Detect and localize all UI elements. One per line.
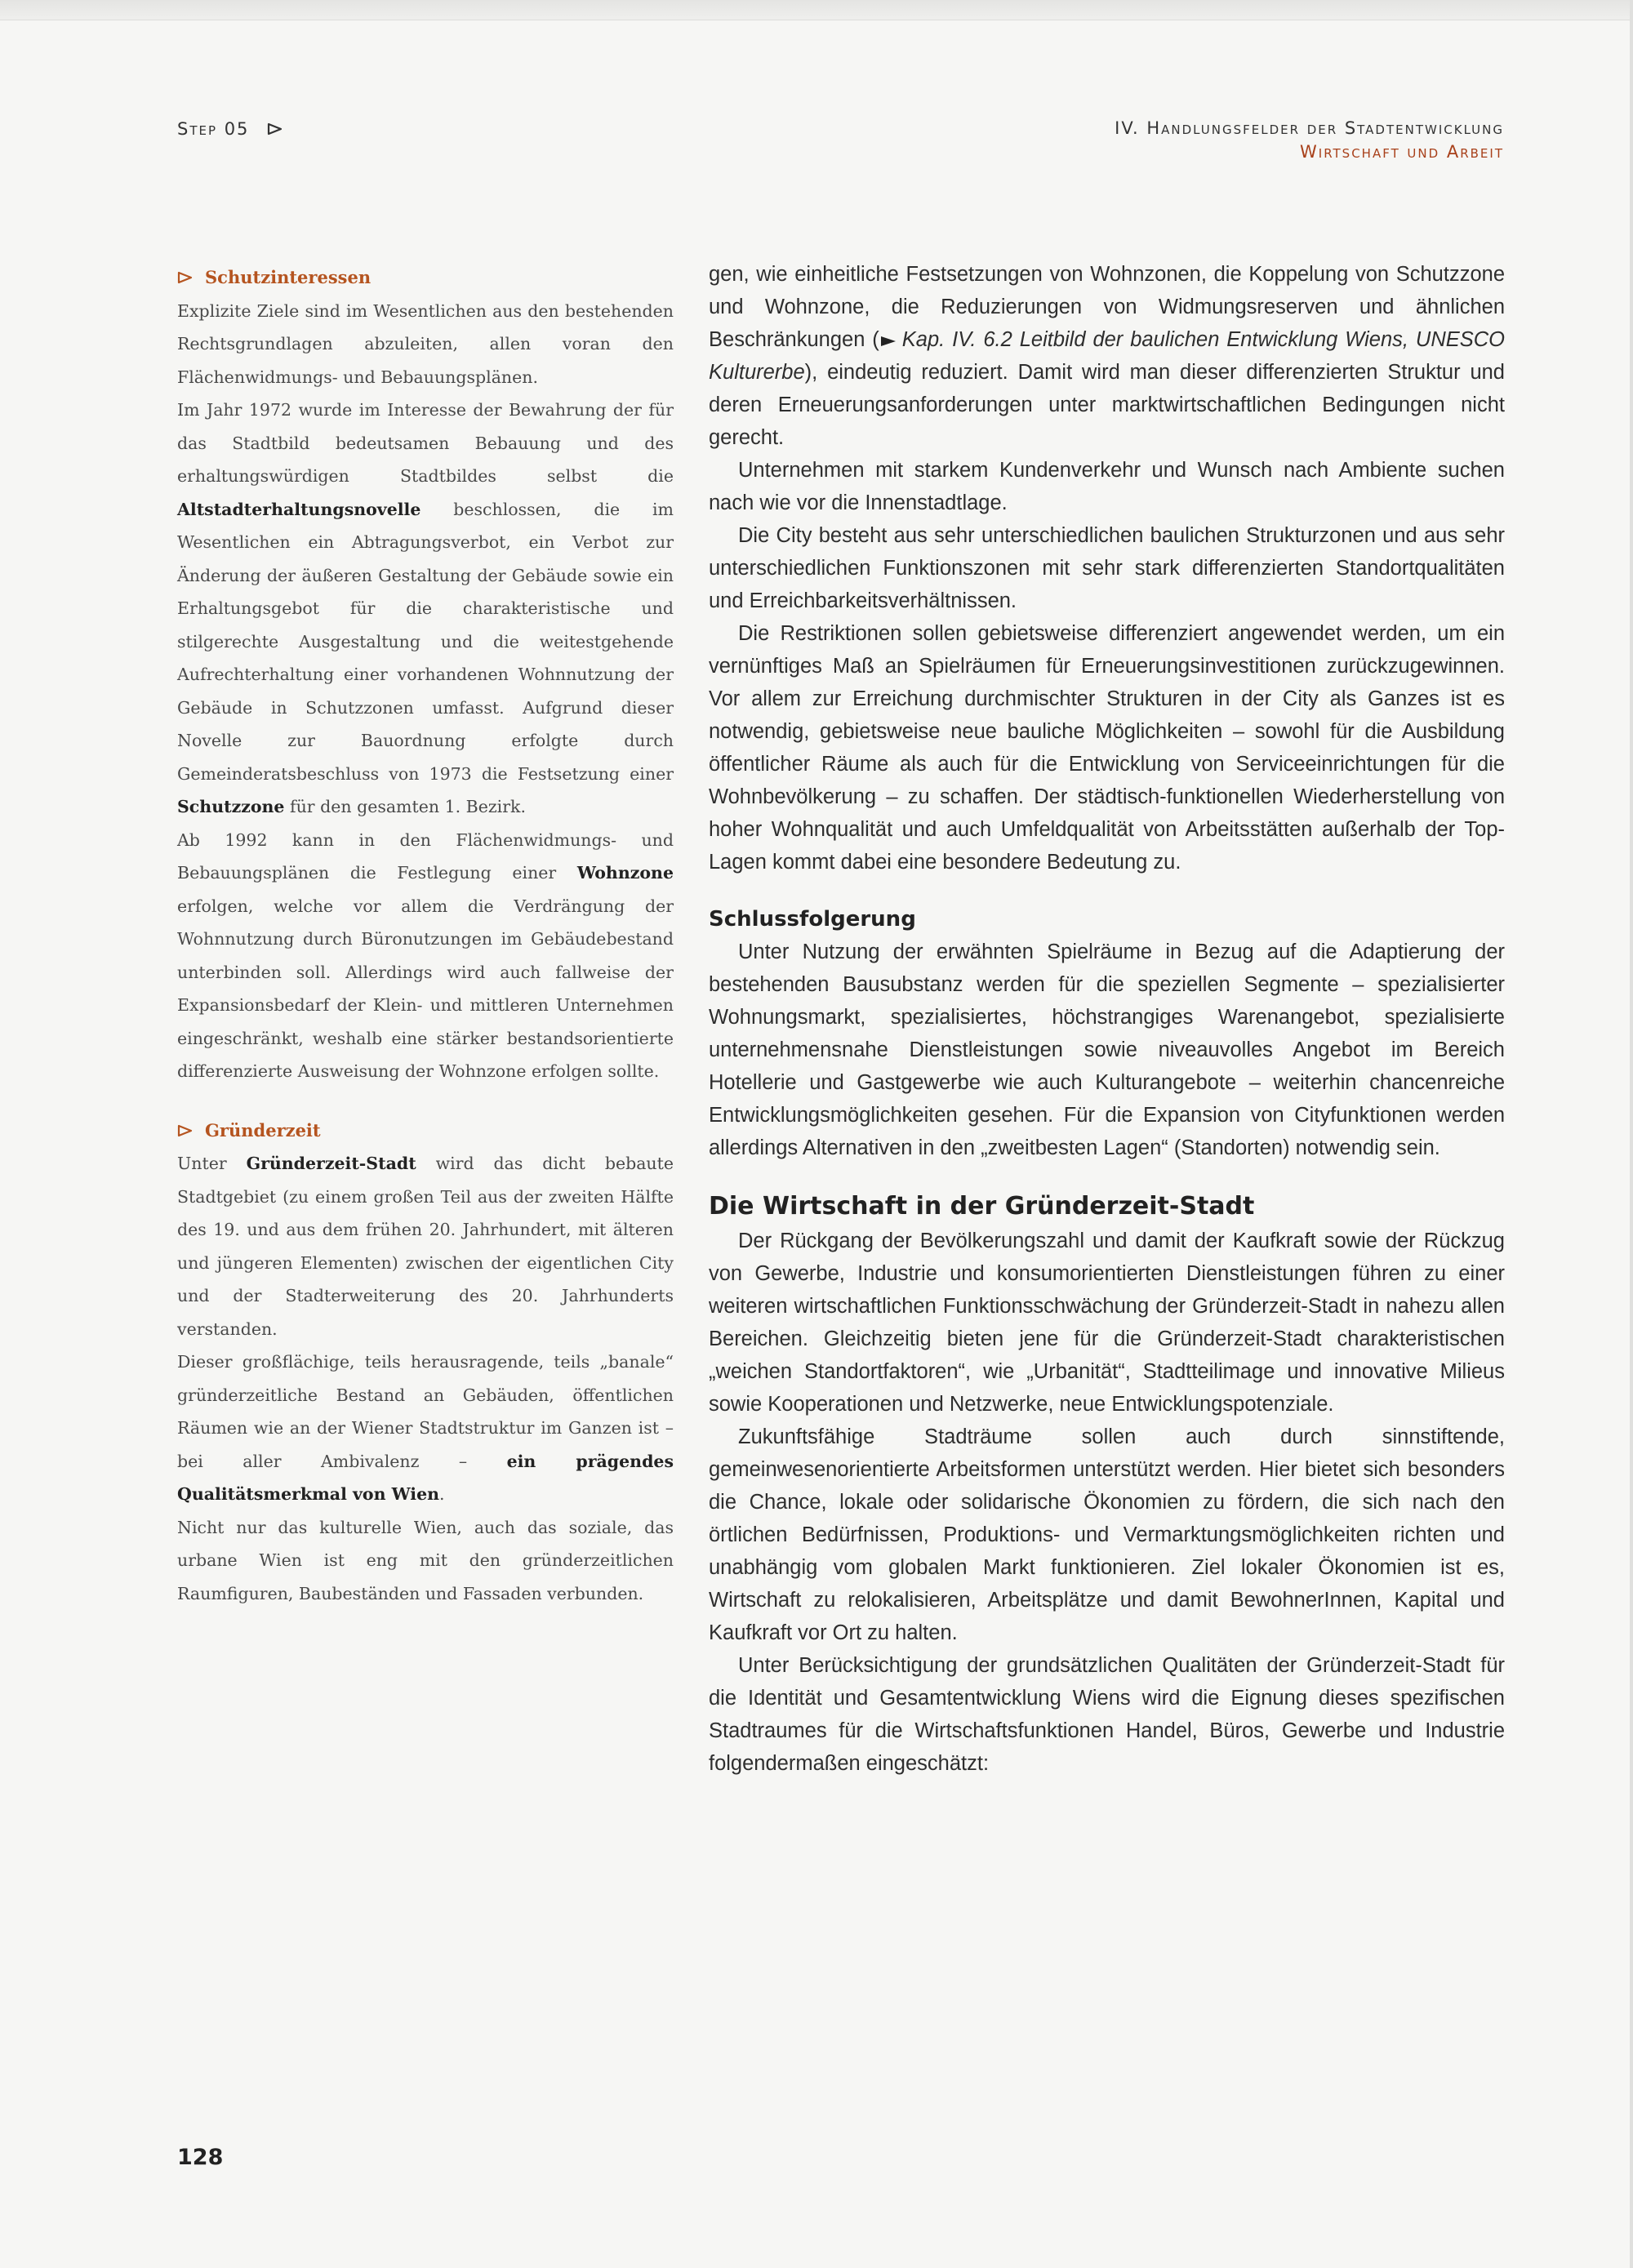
- section-heading-text: Schutzinteressen: [205, 267, 372, 287]
- orange-triangle-arrow-icon: [177, 1124, 194, 1137]
- section-heading: [177, 261, 674, 295]
- cross-reference[interactable]: Kap. IV. 6.2 Leitbild der baulichen Entwicklung Wiens, UNESCO Kulturerbe: [709, 328, 1505, 384]
- paragraph: Unter Gründerzeit-Stadt wird das dicht bebaute Stadtgebiet (zu einem großen Teil aus der zweiten Hälfte des 19. und aus dem frühen 20. Jahrhundert, mit älteren und jüngeren Elementen) zwischen der eigentlichen City und der Stadterweiterung des 20. Jahrhunderts verstanden.: [177, 1154, 674, 1339]
- chapter-title: IV. Handlungsfelder der Stadtentwicklung: [1115, 118, 1504, 138]
- paragraph: Der Rückgang der Bevölkerungszahl und damit der Kaufkraft sowie der Rückzug von Gewerbe, Industrie und konsumorientierten Dienstleistungen führen zu einer weiteren wirtschaftlichen Funktionsschwächung der Gründerzeit-Stadt in nahezu allen Bereichen. Gleichzeitig bieten jene für die Gründerzeit-Stadt charakteristischen „weichen Standortfaktoren“, wie „Urbanität“, Stadtteilimage und innovative Milieus sowie Kooperationen und Netzwerke, neue Entwicklungspotenziale.: [709, 1230, 1505, 1416]
- heading-wirtschaft-gruenderzeit: Die Wirtschaft in der Gründerzeit-Stadt: [709, 1192, 1255, 1221]
- left-column: [177, 261, 674, 1636]
- scan-right-edge: [1630, 0, 1633, 2268]
- paragraph: Unternehmen mit starkem Kundenverkehr und Wunsch nach Ambiente suchen nach wie vor die Innenstadtlage.: [709, 459, 1505, 514]
- bold-term: Altstadterhaltungsnovelle: [177, 499, 421, 519]
- bold-term: ein prägendes Qualitätsmerkmal von Wien: [177, 1451, 674, 1504]
- right-column: [709, 258, 1505, 1780]
- bold-term: Gründerzeit-Stadt: [246, 1154, 416, 1173]
- paragraph: Zukunftsfähige Stadträume sollen auch durch sinnstiftende, gemeinwesenorientierte Arbeitsformen unterstützt werden. Hier bietet sich besonders die Chance, lokale oder solidarische Ökonomien zu fördern, die sich nach den örtlichen Bedürfnissen, Produktions- und Vermarktungsmöglichkeiten richten und unabhängig vom globalen Markt funktionieren. Ziel lokaler Ökonomien ist es, Wirtschaft zu relokalisieren, Arbeitsplätze und damit BewohnerInnen, Kapital und Kaufkraft vor Ort zu halten.: [709, 1425, 1505, 1644]
- subheading-schlussfolgerung: Schlussfolgerung: [709, 907, 916, 932]
- bold-term: Schutzzone: [177, 797, 285, 816]
- bold-term: Wohnzone: [576, 863, 674, 883]
- section-schutzinteressen: [177, 261, 674, 1088]
- paragraph: Unter Nutzung der erwähnten Spielräume in Bezug auf die Adaptierung der bestehenden Bausubstanz werden für die speziellen Segmente – spezialisierter Wohnungsmarkt, spezialisiertes, höchstrangiges Warenangebot, spezialisierte unternehmensnahe Dienstleistungen sowie niveauvolles Angebot im Bereich Hotellerie und Gastgewerbe wie auch Kulturangebote – weiterhin chancenreiche Entwicklungsmöglichkeiten gesehen. Für die Expansion von Cityfunktionen werden allerdings Alternativen in den „zweitbesten Lagen“ (Standorten) notwendig sein.: [709, 941, 1505, 1159]
- paragraph: Nicht nur das kulturelle Wien, auch das soziale, das urbane Wien ist eng mit den gründerzeitlichen Raumfiguren, Baubeständen und Fassaden verbunden.: [177, 1517, 674, 1603]
- paragraph: Die City besteht aus sehr unterschiedlichen baulichen Strukturzonen und aus sehr unterschiedlichen Funktionszonen mit sehr stark differenzierten Standortqualitäten und Erreichbarkeitsverhältnissen.: [709, 524, 1505, 612]
- paragraph: Ab 1992 kann in den Flächenwidmungs- und Bebauungsplänen die Festlegung einer Wohnzone erfolgen, welche vor allem die Verdrängung der Wohnnutzung durch Büronutzungen im Gebäudebestand unterbinden soll. Allerdings wird auch fallweise der Expansionsbedarf der Klein- und mittleren Unternehmen eingeschränkt, weshalb eine stärker bestandsorientierte differenzierte Ausweisung der Wohnzone erfolgen sollte.: [177, 829, 674, 1081]
- paragraph: Dieser großflächige, teils herausragende, teils „banale“ gründerzeitliche Bestand an Gebäuden, öffentlichen Räumen wie an der Wiener Stadtstruktur im Ganzen ist – bei aller Ambivalenz – ein prägendes Qualitätsmerkmal von Wien.: [177, 1352, 674, 1504]
- section-heading-text: Gründerzeit: [205, 1119, 321, 1141]
- scan-top-edge: [0, 0, 1633, 20]
- triangle-arrow-icon: [267, 122, 283, 136]
- page-number: 128: [177, 2145, 224, 2170]
- running-header-left: [177, 119, 283, 139]
- step-label: Step 05: [177, 119, 250, 139]
- paragraph: Explizite Ziele sind im Wesentlichen aus den bestehenden Rechtsgrundlagen abzuleiten, allen voran den Flächenwidmungs- und Bebauungsplänen.: [177, 300, 674, 387]
- filled-arrow-icon: [879, 335, 897, 348]
- orange-triangle-arrow-icon: [177, 271, 194, 284]
- paragraph: Im Jahr 1972 wurde im Interesse der Bewahrung der für das Stadtbild bedeutsamen Bebauung und des erhaltungswürdigen Stadtbildes selbst die Altstadterhaltungsnovelle beschlossen, die im Wesentlichen ein Abtragungsverbot, ein Verbot zur Änderung der äußeren Gestaltung der Gebäude sowie ein Erhaltungsgebot für die charakteristische und stilgerechte Ausgestaltung und die weitestgehende Aufrechterhaltung einer vorhandenen Wohnnutzung der Gebäude in Schutzzonen umfasst. Aufgrund dieser Novelle zur Bauordnung erfolgte durch Gemeinderatsbeschluss von 1973 die Festsetzung einer Schutzzone für den gesamten 1. Bezirk.: [177, 400, 674, 816]
- paragraph: Unter Berücksichtigung der grundsätzlichen Qualitäten der Gründerzeit-Stadt für die Identität und Gesamtentwicklung Wiens wird die Eignung dieses spezifischen Stadtraumes für die Wirtschaftsfunktionen Handel, Büros, Gewerbe und Industrie folgendermaßen eingeschätzt:: [709, 1654, 1505, 1775]
- section-gruenderzeit: [177, 1114, 674, 1611]
- running-header-right: [769, 117, 1504, 164]
- subchapter-title: Wirtschaft und Arbeit: [1300, 142, 1504, 162]
- paragraph: Die Restriktionen sollen gebietsweise differenziert angewendet werden, um ein vernünftiges Maß an Spielräumen für Erneuerungsinvestitionen zurückzugewinnen. Vor allem zur Erreichung durchmischter Strukturen in der City als Ganzes ist es notwendig, gebietsweise neue bauliche Möglichkeiten – sowohl für die Ausbildung öffentlicher Räume als auch für die Entwicklung von Serviceeinrichtungen für die Wohnbevölkerung – zu schaffen. Der städtisch-funktionellen Wiederherstellung von hoher Wohnqualität und auch Umfeldqualität von Arbeitsstätten außerhalb der Top-Lagen kommt dabei eine besondere Bedeutung zu.: [709, 622, 1505, 874]
- section-heading: [177, 1114, 674, 1148]
- paragraph: gen, wie einheitliche Festsetzungen von Wohnzonen, die Koppelung von Schutzzone und Wohnzone, die Reduzierungen von Widmungsreserven und ähnlichen Beschränkungen ( Kap. IV. 6.2 Leitbild der baulichen Entwicklung Wiens, UNESCO Kulturerbe), eindeutig reduziert. Damit wird man dieser differenzierten Struktur und deren Erneuerungsanforderungen unter marktwirtschaftlichen Bedingungen nicht gerecht.: [709, 263, 1505, 449]
